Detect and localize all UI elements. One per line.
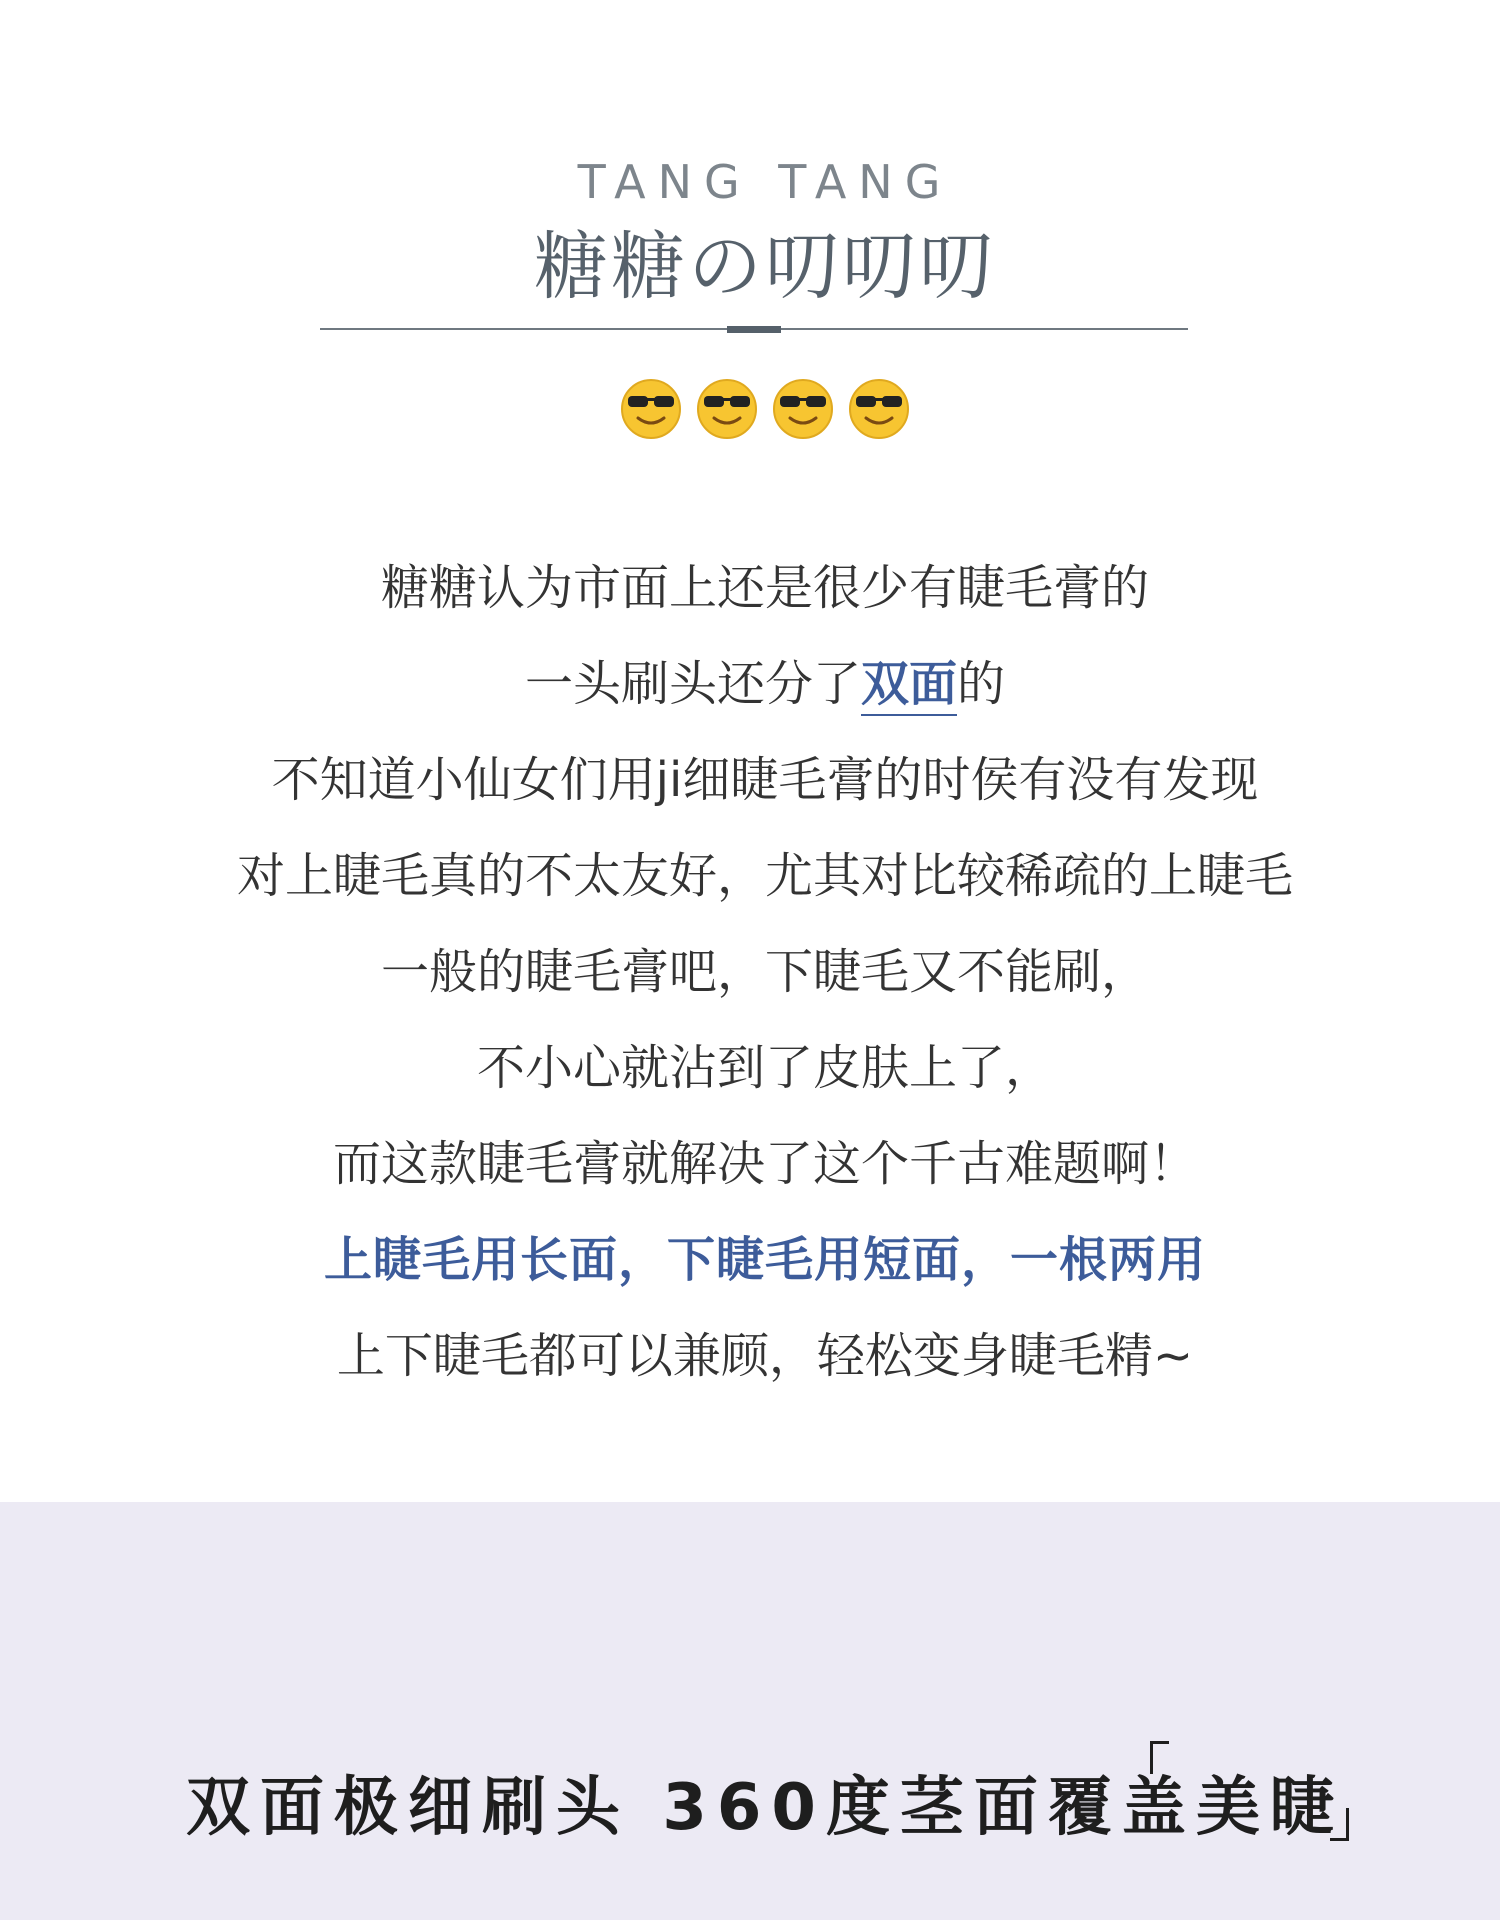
- description-line: 不小心就沾到了皮肤上了，: [476, 1040, 1053, 1096]
- description-text: 的: [957, 656, 1006, 712]
- corner-bracket-left: [1150, 1741, 1169, 1774]
- highlight-line: 上睫毛用长面，下睫毛用短面，一根两用: [323, 1232, 1206, 1288]
- sunglasses-face-icon: [620, 378, 682, 440]
- description-text: 一头刷头还分了: [524, 656, 861, 712]
- description-line: 一般的睫毛膏吧，下睫毛又不能刷，: [380, 944, 1149, 1000]
- sunglasses-face-icon: [772, 378, 834, 440]
- feature-banner-title: [0, 1756, 1500, 1848]
- emoji-row: [620, 378, 920, 442]
- feature-banner: [0, 1502, 1500, 1920]
- brand-english-title: TANG TANG: [577, 155, 953, 209]
- sunglasses-face-icon: [696, 378, 758, 440]
- brand-chinese-title: 糖糖の叨叨叨: [534, 224, 996, 310]
- description-line: 对上睫毛真的不太友好，尤其对比较稀疏的上睫毛: [236, 848, 1293, 904]
- description-line: [0, 636, 1500, 732]
- description-line: 糖糖认为市面上还是很少有睫毛膏的: [380, 560, 1149, 616]
- sunglasses-face-icon: [848, 378, 910, 440]
- description-line: 上下睫毛都可以兼顾，轻松变身睫毛精~: [336, 1328, 1194, 1384]
- description-block: [0, 540, 1500, 1404]
- corner-bracket-right: [1330, 1808, 1349, 1841]
- feature-title-tail: 美睫: [1195, 1771, 1344, 1845]
- description-line: 而这款睫毛膏就解决了这个千古难题啊！: [332, 1136, 1197, 1192]
- double-sided-highlight: 双面: [861, 656, 957, 716]
- title-divider-accent: [727, 326, 781, 333]
- feature-title-text: 双面极细刷头 360度茎面覆盖: [186, 1771, 1196, 1845]
- description-line: 不知道小仙女们用ji细睫毛膏的时侯有没有发现: [271, 752, 1259, 808]
